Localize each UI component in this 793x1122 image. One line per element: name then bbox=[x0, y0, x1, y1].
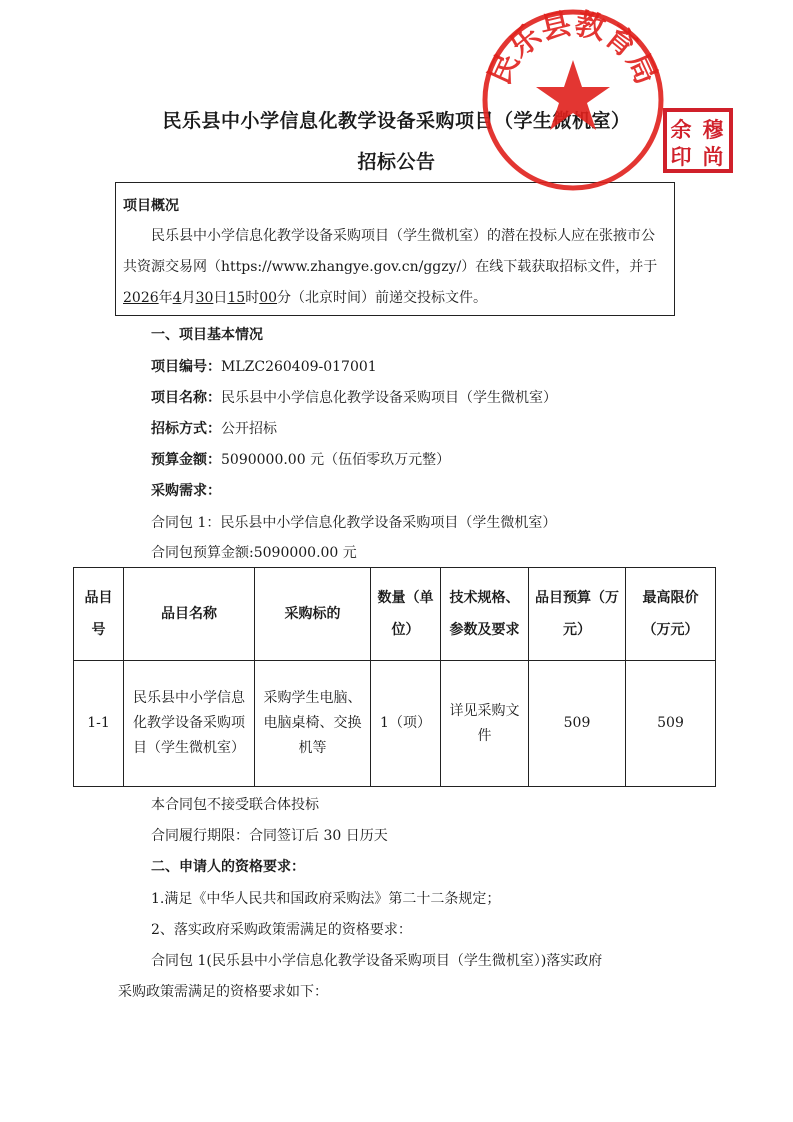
official-stamp bbox=[478, 5, 668, 195]
personal-seal bbox=[663, 108, 733, 173]
svg-text:印: 印 bbox=[670, 144, 692, 169]
budget-amount: 预算金额：5090000.00 元（伍佰零玖万元整） bbox=[151, 452, 451, 468]
table-header-row bbox=[74, 568, 716, 661]
cell-item-no: 1-1 bbox=[74, 661, 124, 787]
requirement-2: 2、落实政府采购政策需满足的资格要求： bbox=[151, 922, 412, 938]
header-item-name: 品目名称 bbox=[124, 568, 255, 661]
overview-box bbox=[115, 182, 675, 316]
items-table bbox=[73, 567, 716, 787]
svg-text:余: 余 bbox=[670, 117, 692, 142]
overview-heading: 项目概况 bbox=[123, 198, 179, 214]
header-budget: 品目预算（万元） bbox=[529, 568, 626, 661]
star-icon bbox=[536, 60, 610, 130]
project-name: 项目名称：民乐县中小学信息化教学设备采购项目（学生微机室） bbox=[151, 390, 557, 406]
cell-quantity: 1（项） bbox=[371, 661, 441, 787]
page-subtitle: 招标公告 bbox=[357, 151, 436, 173]
header-quantity: 数量（单位） bbox=[371, 568, 441, 661]
header-limit: 最高限价（万元） bbox=[626, 568, 716, 661]
section2-heading: 二、申请人的资格要求： bbox=[151, 859, 305, 875]
header-subject: 采购标的 bbox=[255, 568, 371, 661]
consortium-note: 本合同包不接受联合体投标 bbox=[151, 797, 319, 813]
cell-budget: 509 bbox=[529, 661, 626, 787]
svg-text:尚: 尚 bbox=[702, 144, 724, 169]
header-item-no: 品目号 bbox=[74, 568, 124, 661]
cell-item-name: 民乐县中小学信息化教学设备采购项目（学生微机室） bbox=[124, 661, 255, 787]
cell-limit: 509 bbox=[626, 661, 716, 787]
table-row bbox=[74, 661, 716, 787]
requirement-3-line1: 合同包 1(民乐县中小学信息化教学设备采购项目（学生微机室）)落实政府 bbox=[151, 953, 603, 969]
page-title: 民乐县中小学信息化教学设备采购项目（学生微机室） bbox=[162, 110, 631, 132]
svg-text:穆: 穆 bbox=[702, 117, 724, 142]
section1-heading: 一、项目基本情况 bbox=[151, 327, 263, 343]
requirement-1: 1.满足《中华人民共和国政府采购法》第二十二条规定； bbox=[151, 891, 501, 907]
package-budget: 合同包预算金额:5090000.00 元 bbox=[151, 545, 357, 561]
contract-package: 合同包 1：民乐县中小学信息化教学设备采购项目（学生微机室） bbox=[151, 515, 557, 531]
cell-spec: 详见采购文件 bbox=[441, 661, 529, 787]
requirement-3-line2: 采购政策需满足的资格要求如下： bbox=[118, 984, 328, 1000]
tender-method: 招标方式：公开招标 bbox=[151, 421, 277, 437]
demand-label: 采购需求： bbox=[151, 483, 221, 499]
stamp-text: 民乐县教育局 bbox=[482, 6, 664, 90]
header-spec: 技术规格、参数及要求 bbox=[441, 568, 529, 661]
project-number: 项目编号：MLZC260409-017001 bbox=[151, 359, 377, 375]
contract-term: 合同履行期限：合同签订后 30 日历天 bbox=[151, 828, 388, 844]
overview-text: 民乐县中小学信息化教学设备采购项目（学生微机室）的潜在投标人应在张掖市公共资源交易网（https://www.zhangye.gov.cn/ggzy/）在线下载获取招标文件，并于2026年4月30日15时00分（北京时间）前递交投标文件。 bbox=[123, 228, 658, 306]
cell-subject: 采购学生电脑、电脑桌椅、交换机等 bbox=[255, 661, 371, 787]
